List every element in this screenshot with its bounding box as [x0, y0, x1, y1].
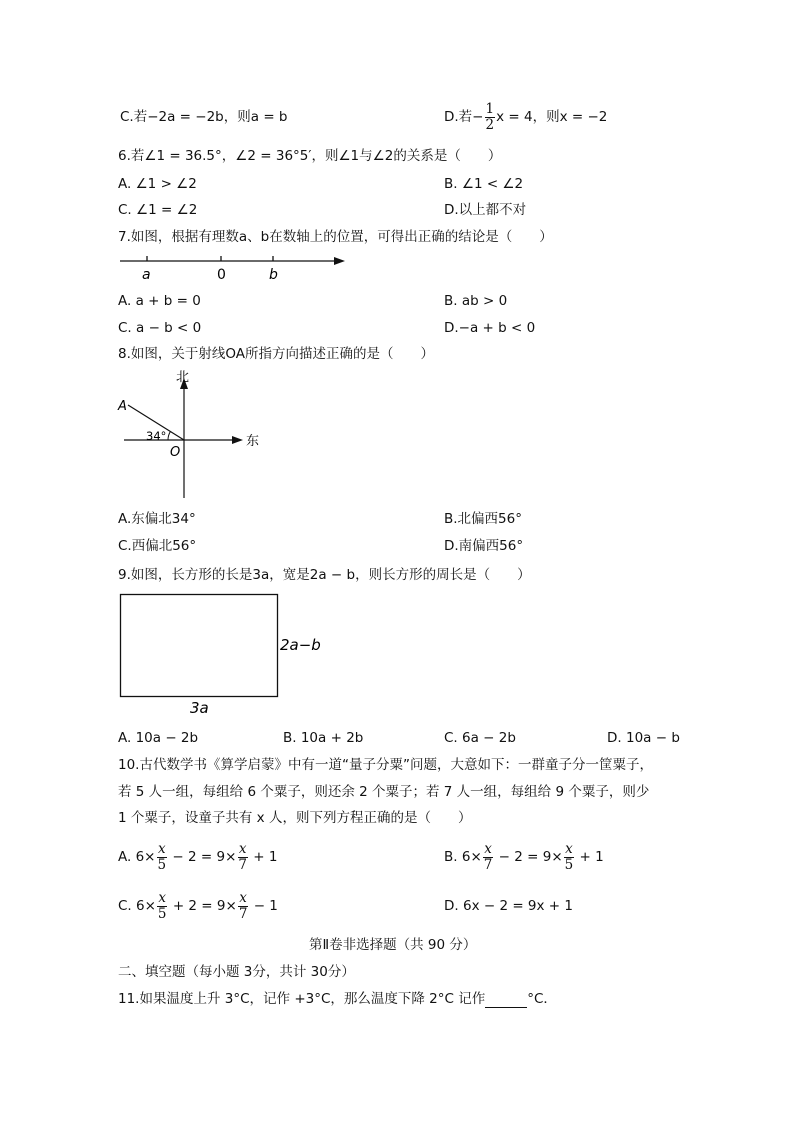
q6-option-a: A. ∠1 > ∠2	[118, 176, 197, 192]
q10-line-1: 10.古代数学书《算学启蒙》中有一道“量子分粟”问题，大意如下：一群童子分一筐粟子，	[118, 757, 653, 773]
q8-option-d: D.南偏西56°	[444, 538, 524, 554]
end-term: + 1	[579, 849, 604, 865]
q9-stem: 9.如图，长方形的长是3a，宽是2a − b，则长方形的周长是（ ）	[118, 567, 531, 583]
number-line-arrow-icon	[334, 257, 345, 265]
label-zero: 0	[217, 267, 226, 283]
fraction-denominator: 5	[157, 905, 167, 922]
q9-option-a: A. 10a − 2b	[118, 730, 199, 746]
option-label: B.	[444, 849, 458, 865]
q5-option-c: C.若−2a = −2b，则a = b	[120, 109, 288, 125]
q9-option-d: D. 10a − b	[607, 730, 680, 746]
q5-option-d	[444, 100, 607, 134]
middle-term: − 2 = 9×	[498, 849, 563, 865]
fraction-denominator: 2	[485, 116, 495, 133]
answer-blank[interactable]	[485, 994, 527, 1008]
option-label: A.	[118, 849, 132, 865]
label-b: b	[269, 267, 278, 283]
q5-option-d-fraction	[485, 102, 496, 133]
fraction	[237, 842, 248, 873]
q10-line-2: 若 5 人一组，每组给 6 个粟子，则还余 2 个粟子；若 7 人一组，每组给 9 个粟子，则少	[118, 784, 650, 800]
middle-term: + 2 = 9×	[172, 898, 237, 914]
fraction-denominator: 7	[238, 856, 247, 873]
end-term: + 1	[253, 849, 278, 865]
label-angle: 34°	[146, 429, 167, 443]
q10-option-b	[444, 840, 604, 874]
q8-option-c: C.西偏北56°	[118, 538, 197, 554]
q10-option-a	[118, 840, 277, 874]
fraction-numerator: x	[238, 840, 247, 857]
east-arrow-icon	[232, 436, 243, 444]
q8-option-b: B.北偏西56°	[444, 511, 522, 527]
q9-option-c: C. 6a − 2b	[444, 730, 516, 746]
fraction-numerator: x	[239, 889, 247, 906]
rectangle-shape	[121, 595, 278, 697]
fraction-numerator: x	[565, 840, 573, 857]
label-point-a: A	[118, 399, 127, 414]
section-title: 第Ⅱ卷非选择题（共 90 分）	[309, 937, 477, 953]
fraction-denominator: 7	[238, 905, 248, 922]
fraction	[238, 891, 249, 922]
coefficient: 6×	[461, 849, 482, 865]
q5-option-d-prefix: D.若−	[444, 109, 484, 125]
q8-option-a: A.东偏北34°	[118, 511, 196, 527]
fraction	[564, 842, 575, 873]
q10-option-d: D. 6x − 2 = 9x + 1	[444, 898, 573, 914]
q8-stem: 8.如图，关于射线OA所指方向描述正确的是（ ）	[118, 346, 435, 362]
q7-option-a: A. a + b = 0	[118, 293, 201, 309]
fraction-numerator: x	[484, 840, 492, 857]
fraction-denominator: 5	[157, 856, 167, 873]
direction-figure	[112, 368, 272, 502]
q5-option-d-suffix: x = 4，则x = −2	[496, 109, 608, 125]
q10-line-3: 1 个粟子，设童子共有 x 人，则下列方程正确的是（ ）	[118, 810, 472, 826]
rectangle-figure	[112, 588, 322, 718]
fraction-numerator: x	[157, 840, 166, 857]
q9-option-b: B. 10a + 2b	[283, 730, 364, 746]
q11-text-after: °C．	[527, 991, 557, 1007]
middle-term: − 2 = 9×	[172, 849, 237, 865]
fraction-numerator: x	[158, 889, 167, 906]
fraction	[157, 842, 168, 873]
q7-option-b: B. ab > 0	[444, 293, 508, 309]
label-east: 东	[246, 434, 260, 449]
q11	[118, 990, 557, 1008]
end-term: − 1	[253, 898, 278, 914]
number-line-figure	[115, 250, 355, 284]
q11-text-before: 11.如果温度上升 3°C，记作 +3°C，那么温度下降 2°C 记作	[118, 991, 486, 1007]
q7-stem: 7.如图，根据有理数a、b在数轴上的位置，可得出正确的结论是（ ）	[118, 229, 553, 245]
label-point-o: O	[170, 445, 181, 460]
q7-option-d: D.−a + b < 0	[444, 320, 536, 336]
q6-option-d: D.以上都不对	[444, 202, 527, 218]
q10-option-c	[118, 889, 278, 923]
q6-option-c: C. ∠1 = ∠2	[118, 202, 198, 218]
q7-option-c: C. a − b < 0	[118, 320, 202, 336]
label-length: 3a	[190, 699, 209, 717]
label-width: 2a−b	[280, 636, 321, 654]
fraction-denominator: 7	[483, 856, 493, 873]
q6-option-b: B. ∠1 < ∠2	[444, 176, 524, 192]
fraction	[157, 891, 168, 922]
coefficient: 6×	[135, 849, 156, 865]
label-north: 北	[176, 370, 190, 385]
option-label: C.	[118, 898, 132, 914]
angle-arc	[168, 432, 170, 441]
q6-stem: 6.若∠1 = 36.5°，∠2 = 36°5′，则∠1与∠2的关系是（ ）	[118, 148, 502, 164]
label-a: a	[142, 267, 151, 283]
fraction	[483, 842, 494, 873]
fraction-denominator: 5	[564, 856, 574, 873]
coefficient: 6×	[136, 898, 156, 914]
section-heading: 二、填空题（每小题 3分，共计 30分）	[118, 964, 355, 980]
fraction-numerator: 1	[485, 100, 495, 117]
